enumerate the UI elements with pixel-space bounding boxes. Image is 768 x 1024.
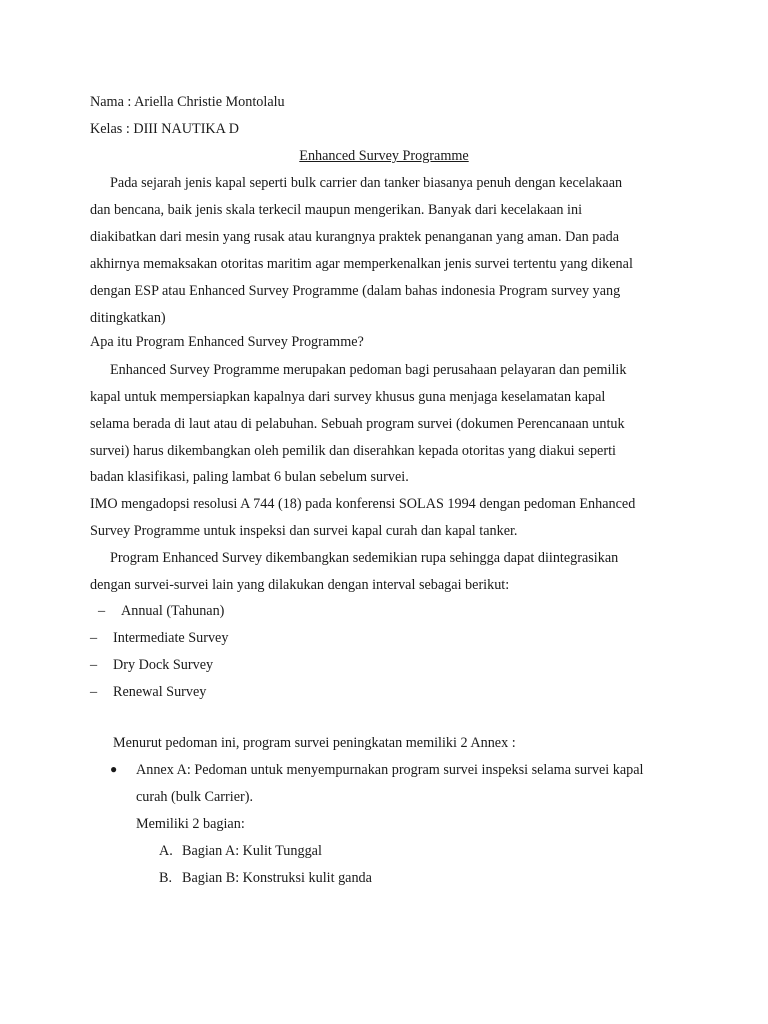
question-heading: Apa itu Program Enhanced Survey Programme? <box>90 334 364 350</box>
bullet-icon: ● <box>110 762 118 776</box>
student-class: Kelas : DIII NAUTIKA D <box>90 121 239 137</box>
dash-marker: – <box>98 603 106 619</box>
student-name: Nama : Ariella Christie Montolalu <box>90 94 285 110</box>
dash-marker: – <box>90 684 98 700</box>
dash-marker: – <box>90 657 98 673</box>
document-title: Enhanced Survey Programme <box>299 148 469 164</box>
annex-intro: Menurut pedoman ini, program survei peningkatan memiliki 2 Annex : <box>113 735 516 751</box>
document-page: Nama : Ariella Christie Montolalu Kelas : DIII NAUTIKA D Enhanced Survey Programme Pada sejarah jenis kapal seperti bulk carrier dan tanker biasanya penuh dengan kecelakaan dan bencana, baik jenis skala terkecil maupun mengerikan. Banyak dari kecelakaan ini diakibatkan dari mesin yang rusak atau kurangnya praktek penanganan yang aman. Dan pada akhirnya memaksakan otoritas maritim agar memperkenalkan jenis survei tertentu yang dikenal dengan ESP atau Enhanced Survey Programme (dalam bahas indonesia Program survey yang ditingkatkan) Apa itu Program Enhanced Survey Programme? Enhanced Survey Programme merupakan pedoman bagi perusahaan pelayaran dan pemilik kapal untuk mempersiapkan kapalnya dari survey khusus guna menjaga keselamatan kapal selama berada di laut atau di pelabuhan. Sebuah program survei (dokumen Perencanaan untuk survei) harus dikembangkan oleh pemilik dan diserahkan kepada otoritas yang diakui seperti badan klasifikasi, paling lambat 6 bulan sebelum survei. IMO mengadopsi resolusi A 744 (18) pada konferensi SOLAS 1994 dengan pedoman Enhanced Survey Programme untuk inspeksi dan survei kapal curah dan kapal tanker. Program Enhanced Survey dikembangkan sedemikian rupa sehingga dapat diintegrasikan dengan survei-survei lain yang dilakukan dengan interval sebagai berikut: – Annual (Tahunan) – Intermediate Survey – Dry Dock Survey – Renewal Survey Menurut pedoman ini, program survei peningkatan memiliki 2 Annex : ● Annex A: Pedoman untuk menyempurnakan program survei inspeksi selama survei kapal curah (bulk Carrier). Memiliki 2 bagian: A. Bagian A: Kulit Tunggal B. Bagian B: Konstruksi kulit ganda <box>0 0 768 1024</box>
parts-intro: Memiliki 2 bagian: <box>136 816 245 832</box>
dash-marker: – <box>90 630 98 646</box>
